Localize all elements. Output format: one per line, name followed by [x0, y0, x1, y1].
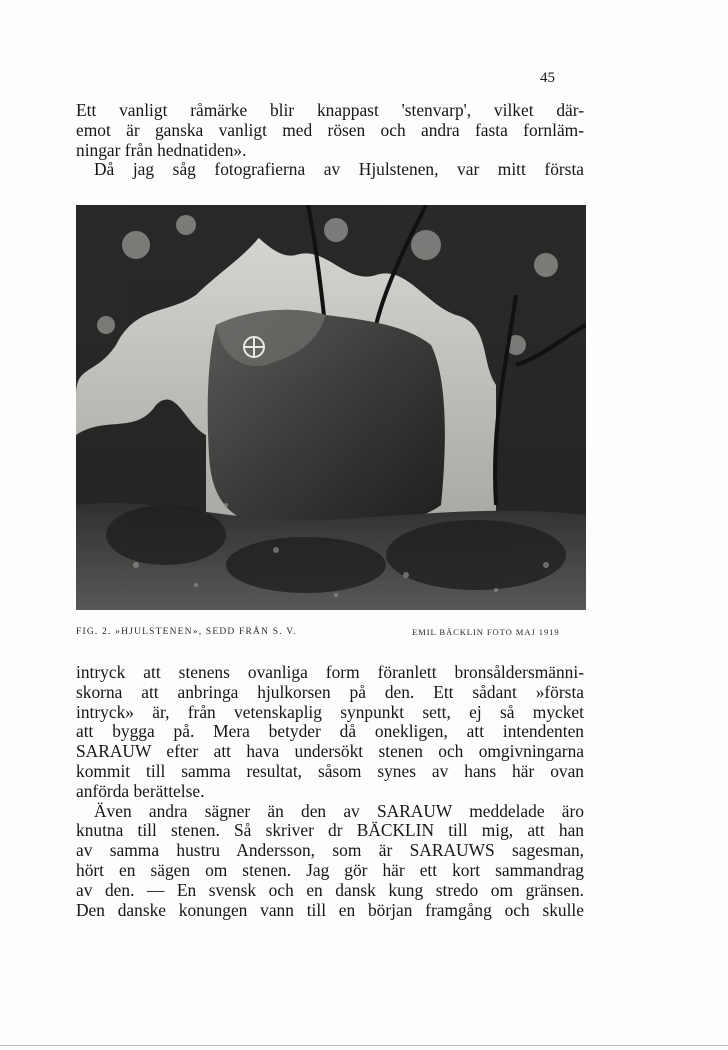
photo-credit: EMIL BÄCKLIN FOTO MAJ 1919: [412, 627, 560, 637]
text-line: anförda berättelse.: [76, 780, 205, 801]
figure-caption: FIG. 2. »HJULSTENEN», SEDD FRÅN S. V.: [76, 627, 297, 637]
text-line: Ett vanligt råmärke blir knappast 'stenvarp', vilket där-: [76, 100, 584, 120]
text-line: av samma hustru Andersson, som är SARAUWS sagesman,: [76, 840, 584, 861]
text-line: ningar från hednatiden».: [76, 139, 247, 160]
page-number: 45: [540, 70, 555, 86]
text-line: SARAUW efter att hava undersökt stenen och omgivningarna: [76, 741, 584, 762]
text-line: skorna att anbringa hjulkorsen på den. Ett sådant »första: [76, 681, 584, 702]
wheel-cross-icon: [244, 337, 264, 357]
text-line: att bygga på. Mera betyder då onekligen, att intendenten: [76, 721, 584, 742]
text-line: Då jag såg fotografierna av Hjulstenen, var mitt första: [94, 159, 584, 180]
text-line: intryck» är, från vetenskaplig synpunkt sett, ej så mycket: [76, 701, 584, 722]
paragraph-main: [76, 663, 584, 920]
text-line: intryck att stenens ovanliga form föranlett bronsåldersmänni-: [76, 662, 584, 682]
text-line: Även andra sägner än den av SARAUW meddelade äro: [94, 800, 584, 821]
paragraph-intro: [76, 101, 584, 180]
text-line: av den. — En svensk och en dansk kung stredo om gränsen.: [76, 879, 584, 900]
text-line: hört en sägen om stenen. Jag gör här ett kort sammandrag: [76, 859, 584, 880]
text-line: kommit till samma resultat, såsom synes av hans här ovan: [76, 760, 584, 781]
text-line: emot är ganska vanligt med rösen och andra fasta fornläm-: [76, 119, 584, 140]
text-line: knutna till stenen. Så skriver dr BÄCKLIN till mig, att han: [76, 820, 584, 841]
page-edge-divider: [0, 1045, 728, 1046]
stone-photograph: [76, 205, 586, 610]
text-line: Den danske konungen vann till en början framgång och skulle: [76, 899, 584, 920]
